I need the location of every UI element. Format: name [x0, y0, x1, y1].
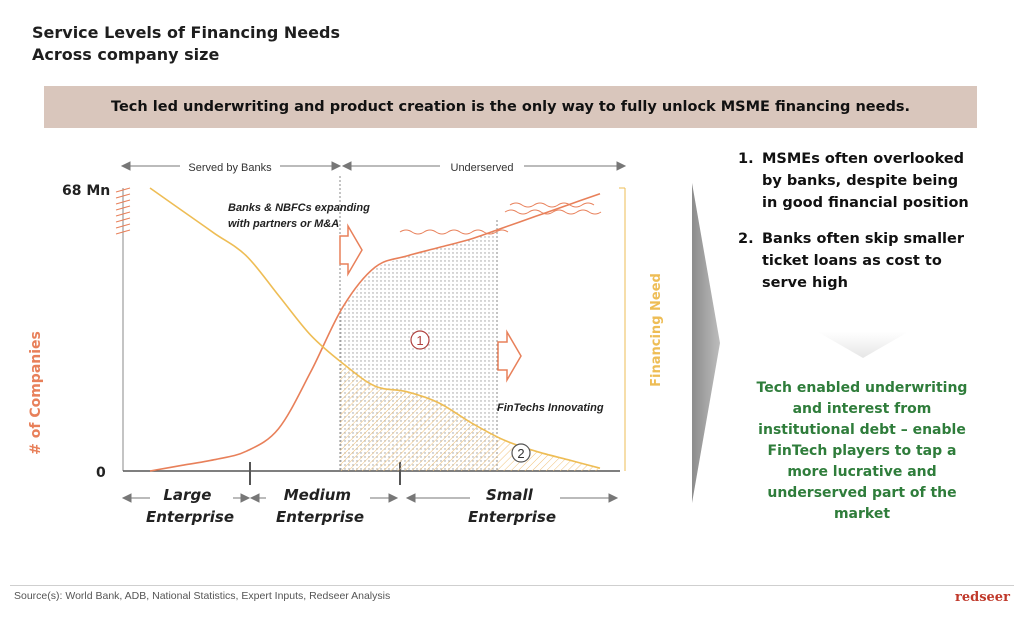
key-point-2-number: 2. [738, 231, 754, 247]
source-note: Source(s): World Bank, ADB, National Statistics, Expert Inputs, Redseer Analysis [14, 590, 391, 602]
arrow-banks-icon [340, 226, 362, 274]
slide-title [32, 22, 340, 66]
key-point-2 [738, 228, 978, 294]
headline-banner [44, 86, 977, 128]
conclusion-text: Tech enabled underwriting and interest from institutional debt – enable FinTech players to tap a more lucrative and underserved part of the market [756, 380, 968, 522]
banner-text: Tech led underwriting and product creation is the only way to fully unlock MSME financing needs. [111, 99, 910, 115]
key-point-2-text: Banks often skip smaller ticket loans as cost to serve high [762, 231, 965, 291]
y-axis-left-label: # of Companies [28, 331, 44, 455]
key-points-list [738, 148, 978, 308]
title-line-2: Across company size [32, 45, 220, 64]
financing-chart [0, 140, 690, 535]
key-point-1-text: MSMEs often overlooked by banks, despite being in good financial position [762, 151, 969, 211]
footer-divider [10, 585, 1014, 586]
title-line-1: Service Levels of Financing Needs [32, 23, 340, 42]
divider-chevron-icon [692, 183, 722, 503]
category-small: Small Enterprise [467, 486, 557, 526]
key-point-1 [738, 148, 978, 214]
arrow-fintech-icon [498, 332, 521, 380]
y-tick-zero: 0 [96, 465, 106, 481]
y-tick-top: 68 Mn [62, 183, 111, 199]
top-label-served: Served by Banks [188, 162, 272, 174]
category-large: Large Enterprise [145, 486, 235, 526]
y-axis-right-label: Financing Need [649, 273, 664, 387]
top-label-underserved: Underserved [450, 162, 514, 174]
category-medium: Medium Enterprise [275, 486, 365, 526]
annotation-banks: Banks & NBFCs expanding with partners or M&A [228, 202, 370, 230]
marker-1-label: 1 [416, 333, 424, 348]
marker-2-label: 2 [517, 446, 525, 461]
brand-logo: redseer [955, 590, 1010, 605]
key-point-1-number: 1. [738, 151, 754, 167]
down-chevron-icon [818, 332, 908, 362]
annotation-fintech: FinTechs Innovating [497, 402, 604, 414]
